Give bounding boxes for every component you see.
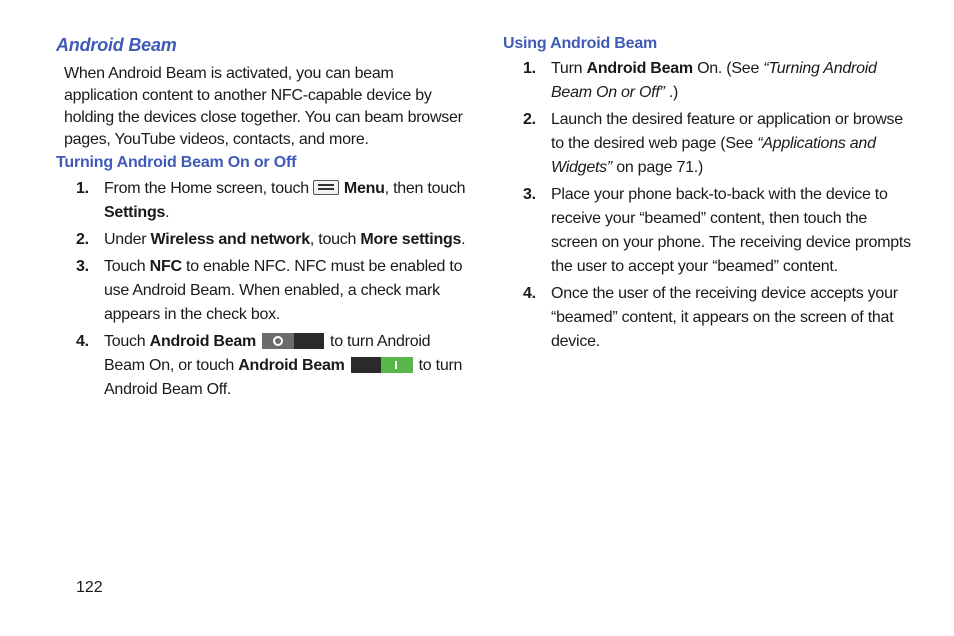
subsection-title-using: Using Android Beam	[503, 35, 658, 52]
step-text: to turn Android Beam On, or touch	[104, 333, 431, 374]
list-item	[503, 282, 913, 354]
step-text: Launch the desired feature or application or browse to the desired web page (See	[551, 111, 903, 152]
step-text: Touch	[104, 333, 146, 350]
menu-icon	[313, 180, 339, 195]
page-number: 122	[76, 579, 103, 596]
step-text: to turn Android Beam Off.	[104, 357, 463, 398]
step-text: Place your phone back-to-back with the device to receive your “beamed” content, then touch the screen on your phone. The receiving device prompts the user to accept your “beamed” content.	[551, 186, 911, 275]
list-item	[56, 330, 466, 402]
list-item	[503, 183, 913, 279]
step-text: .	[461, 231, 466, 248]
step-bold: Android Beam	[586, 60, 693, 77]
step-text: on page 71.)	[616, 159, 704, 176]
toggle-on-icon	[262, 333, 324, 349]
step-italic: “Turning Android Beam On or Off”	[551, 60, 877, 101]
step-text: , touch	[309, 231, 357, 248]
step-text: .	[165, 204, 170, 221]
step-number: 3.	[523, 186, 536, 203]
step-bold: Settings	[104, 204, 166, 221]
step-number: 4.	[523, 285, 536, 302]
step-text: Once the user of the receiving device accepts your “beamed” content, it appears on the screen of that device.	[551, 285, 898, 350]
step-bold: Android Beam	[149, 333, 256, 350]
step-text: On. (See	[697, 60, 760, 77]
step-number: 4.	[76, 333, 89, 350]
step-text: Touch	[104, 258, 146, 275]
list-item	[56, 177, 466, 225]
step-number: 1.	[76, 180, 89, 197]
step-bold: Menu	[343, 180, 385, 197]
step-text: From the Home screen, touch	[104, 180, 309, 197]
section-title: Android Beam	[56, 35, 177, 55]
intro-paragraph: When Android Beam is activated, you can beam application content to another NFC-capable device by holding the devices close together. You can beam browser pages, YouTube videos, contacts, and more.	[64, 65, 463, 148]
subsection-title-turning: Turning Android Beam On or Off	[56, 154, 297, 171]
step-italic: “Applications and Widgets”	[551, 135, 876, 176]
step-bold: NFC	[149, 258, 182, 275]
list-item	[503, 108, 913, 180]
step-text: to enable NFC. NFC must be enabled to use Android Beam. When enabled, a check mark appears in the check box.	[104, 258, 463, 323]
using-steps-list	[503, 57, 913, 357]
step-bold: More settings	[360, 231, 462, 248]
step-text: , then touch	[384, 180, 466, 197]
step-number: 1.	[523, 60, 536, 77]
step-bold: Android Beam	[238, 357, 345, 374]
toggle-off-icon	[351, 357, 413, 373]
list-item	[503, 57, 913, 105]
step-number: 2.	[523, 111, 536, 128]
step-number: 2.	[76, 231, 89, 248]
turning-steps-list	[56, 177, 466, 405]
list-item	[56, 228, 466, 252]
step-text: Under	[104, 231, 147, 248]
step-text: Turn	[551, 60, 583, 77]
step-text: .)	[668, 84, 679, 101]
step-bold: Wireless and network	[150, 231, 310, 248]
step-number: 3.	[76, 258, 89, 275]
list-item	[56, 255, 466, 327]
